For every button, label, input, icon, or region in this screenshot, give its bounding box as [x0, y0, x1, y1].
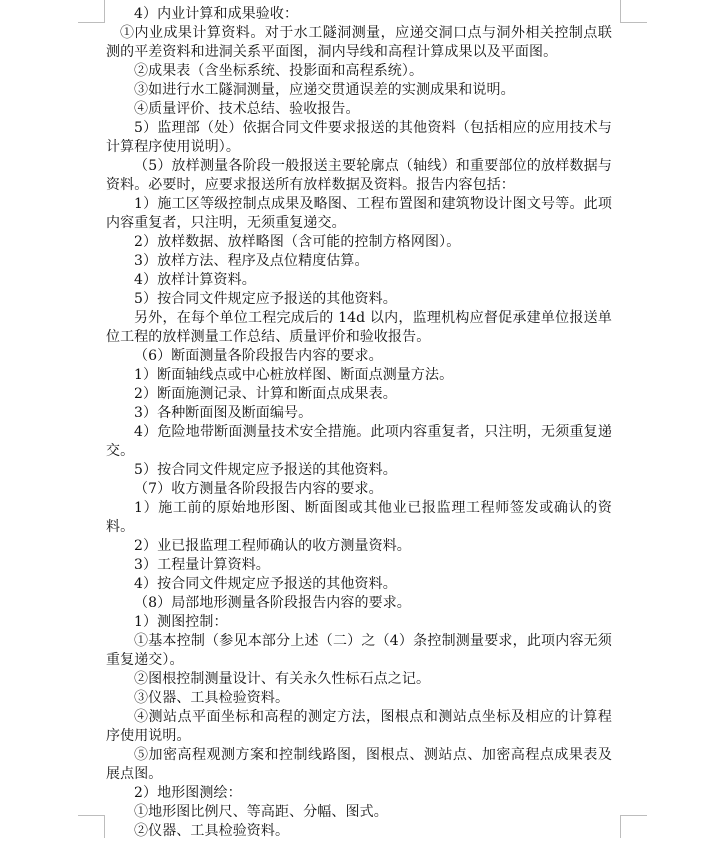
paragraph: （5）放样测量各阶段一般报送主要轮廓点（轴线）和重要部位的放样数据与资料。必要时，应要求报送所有放样数据及资料。报告内容包括：: [106, 158, 612, 193]
paragraph: 2）地形图测绘：: [134, 785, 242, 801]
paragraph: （8）局部地形测量各阶段报告内容的要求。: [134, 595, 411, 611]
paragraph: ①地形图比例尺、等高距、分幅、图式。: [134, 804, 388, 820]
paragraph: ③仪器、工具检验资料。: [134, 690, 290, 706]
paragraph: ④测站点平面坐标和高程的测定方法，图根点和测站点坐标及相应的计算程序使用说明。: [106, 709, 612, 744]
paragraph: 5）按合同文件规定应予报送的其他资料。: [134, 291, 397, 307]
paragraph: 1）断面轴线点或中心桩放样图、断面点测量方法。: [134, 367, 454, 383]
paragraph: 3）工程量计算资料。: [134, 557, 270, 573]
paragraph: 2）业已报监理工程师确认的收方测量资料。: [134, 538, 411, 554]
paragraph: （7）收方测量各阶段报告内容的要求。: [134, 481, 383, 497]
paragraph: ①基本控制（参见本部分上述（二）之（4）条控制测量要求，此项内容无须重复递交）。: [106, 633, 612, 668]
paragraph: （6）断面测量各阶段报告内容的要求。: [134, 348, 383, 364]
paragraph: ①内业成果计算资料。对于水工隧洞测量，应递交洞口点与洞外相关控制点联测的平差资料和进洞关系平面图，洞内导线和高程计算成果以及平面图。: [106, 25, 612, 60]
paragraph: 4）内业计算和成果验收：: [134, 6, 299, 22]
page-corner-mark-bottom-left: [78, 815, 105, 838]
paragraph: 1）施工前的原始地形图、断面图或其他业已报监理工程师签发或确认的资料。: [106, 500, 612, 535]
page-corner-mark-top-right: [620, 0, 647, 23]
paragraph: 4）危险地带断面测量技术安全措施。此项内容重复者，只注明，无须重复递交。: [106, 424, 612, 459]
paragraph: 3）各种断面图及断面编号。: [134, 405, 313, 421]
paragraph: ④质量评价、技术总结、验收报告。: [134, 101, 360, 117]
paragraph: 2）断面施测记录、计算和断面点成果表。: [134, 386, 397, 402]
paragraph: 1）测图控制：: [134, 614, 228, 630]
paragraph: 1）施工区等级控制点成果及略图、工程布置图和建筑物设计图文号等。此项内容重复者，只注明，无须重复递交。: [106, 196, 612, 231]
paragraph: ③如进行水工隧洞测量，应递交贯通误差的实测成果和说明。: [134, 82, 515, 98]
paragraph: 3）放样方法、程序及点位精度估算。: [134, 253, 369, 269]
paragraph: 2）放样数据、放样略图（含可能的控制方格网图）。: [134, 234, 461, 250]
paragraph: 5）按合同文件规定应予报送的其他资料。: [134, 462, 397, 478]
paragraph: ⑤加密高程观测方案和控制线路图，图根点、测站点、加密高程点成果表及展点图。: [106, 747, 612, 782]
page-corner-mark-top-left: [78, 0, 105, 23]
paragraph: 另外，在每个单位工程完成后的 14d 以内，监理机构应督促承建单位报送单位工程的放样测量工作总结、质量评价和验收报告。: [106, 310, 612, 345]
paragraph: 4）放样计算资料。: [134, 272, 256, 288]
document-body: [106, 5, 612, 841]
paragraph: ②仪器、工具检验资料。: [134, 823, 290, 839]
paragraph: ②成果表（含坐标系统、投影面和高程系统）。: [134, 63, 424, 79]
paragraph: 4）按合同文件规定应予报送的其他资料。: [134, 576, 397, 592]
paragraph: 5）监理部（处）依据合同文件要求报送的其他资料（包括相应的应用技术与计算程序使用说明）。: [106, 120, 612, 155]
page-corner-mark-bottom-right: [620, 815, 647, 838]
paragraph: ②图根控制测量设计、有关永久性标石点之记。: [134, 671, 431, 687]
